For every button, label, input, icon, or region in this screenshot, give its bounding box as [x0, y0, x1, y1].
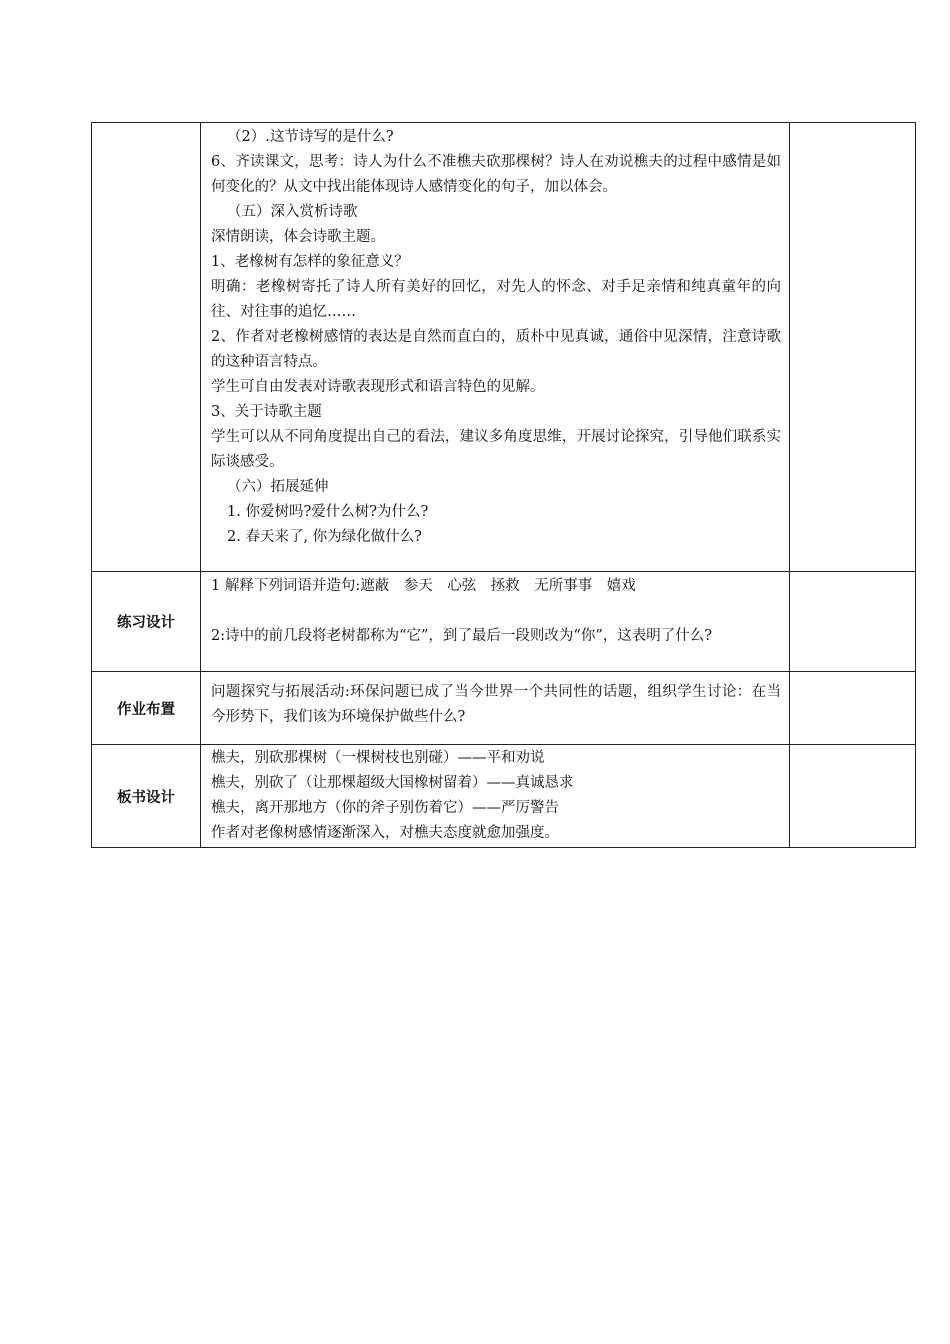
text-line: 2:诗中的前几段将老树都称为“它”，到了最后一段则改为“你”，这表明了什么? — [211, 628, 713, 644]
notes-cell — [790, 123, 916, 572]
lesson-plan-table — [91, 122, 916, 848]
text-line: 樵夫，别砍那棵树（一棵树枝也别碰）——平和劝说 — [211, 750, 545, 766]
text-line: 1 解释下列词语并造句:遮蔽 参天 心弦 拯救 无所事事 嬉戏 — [211, 578, 636, 594]
text-line: 2. 春天来了, 你为绿化做什么? — [227, 529, 422, 545]
table-row-board — [92, 745, 916, 848]
homework-content-cell — [201, 672, 790, 745]
section-heading: （五）深入赏析诗歌 — [227, 204, 358, 220]
text-line: 学生可以从不同角度提出自己的看法，建议多角度思维，开展讨论探究，引导他们联系实际谈感受。 — [211, 429, 781, 470]
notes-cell — [790, 672, 916, 745]
text-line: 1、老橡树有怎样的象征意义？ — [211, 254, 409, 270]
table-row-process — [92, 123, 916, 572]
text-line: 3、关于诗歌主题 — [211, 404, 322, 420]
table-row-exercise — [92, 572, 916, 672]
text-line: 问题探究与拓展活动:环保问题已成了当今世界一个共同性的话题，组织学生讨论：在当今形势下，我们该为环境保护做些什么? — [211, 684, 781, 725]
row-label-board: 板书设计 — [92, 745, 201, 848]
blank-line — [211, 599, 781, 624]
notes-cell — [790, 745, 916, 848]
board-content-cell — [201, 745, 790, 848]
text-line: 作者对老像树感情逐渐深入，对樵夫态度就愈加强度。 — [211, 825, 559, 841]
exercise-content-cell — [201, 572, 790, 672]
text-line: 2、作者对老橡树感情的表达是自然而直白的，质朴中见真诚，通俗中见深情，注意诗歌的这种语言特点。 — [211, 329, 781, 370]
row-label-exercise: 练习设计 — [92, 572, 201, 672]
table-row-homework — [92, 672, 916, 745]
section-heading: （六）拓展延伸 — [227, 479, 329, 495]
text-line: （2）.这节诗写的是什么? — [227, 129, 394, 145]
row-label-process — [92, 123, 201, 572]
text-line: 6、齐读课文，思考：诗人为什么不准樵夫砍那棵树？诗人在劝说樵夫的过程中感情是如何变化的？从文中找出能体现诗人感情变化的句子，加以体会。 — [211, 154, 781, 195]
text-line: 樵夫，离开那地方（你的斧子别伤着它）——严厉警告 — [211, 800, 559, 816]
notes-cell — [790, 572, 916, 672]
process-content-cell — [201, 123, 790, 572]
text-line: 学生可自由发表对诗歌表现形式和语言特色的见解。 — [211, 379, 545, 395]
row-label-homework: 作业布置 — [92, 672, 201, 745]
text-line: 深情朗读，体会诗歌主题。 — [211, 229, 385, 245]
text-line: 1. 你爱树吗?爱什么树?为什么? — [227, 504, 429, 520]
text-line: 樵夫，别砍了（让那棵超级大国橡树留着）——真诚恳求 — [211, 775, 574, 791]
text-line: 明确：老橡树寄托了诗人所有美好的回忆，对先人的怀念、对手足亲情和纯真童年的向往、对往事的追忆…… — [211, 279, 781, 320]
